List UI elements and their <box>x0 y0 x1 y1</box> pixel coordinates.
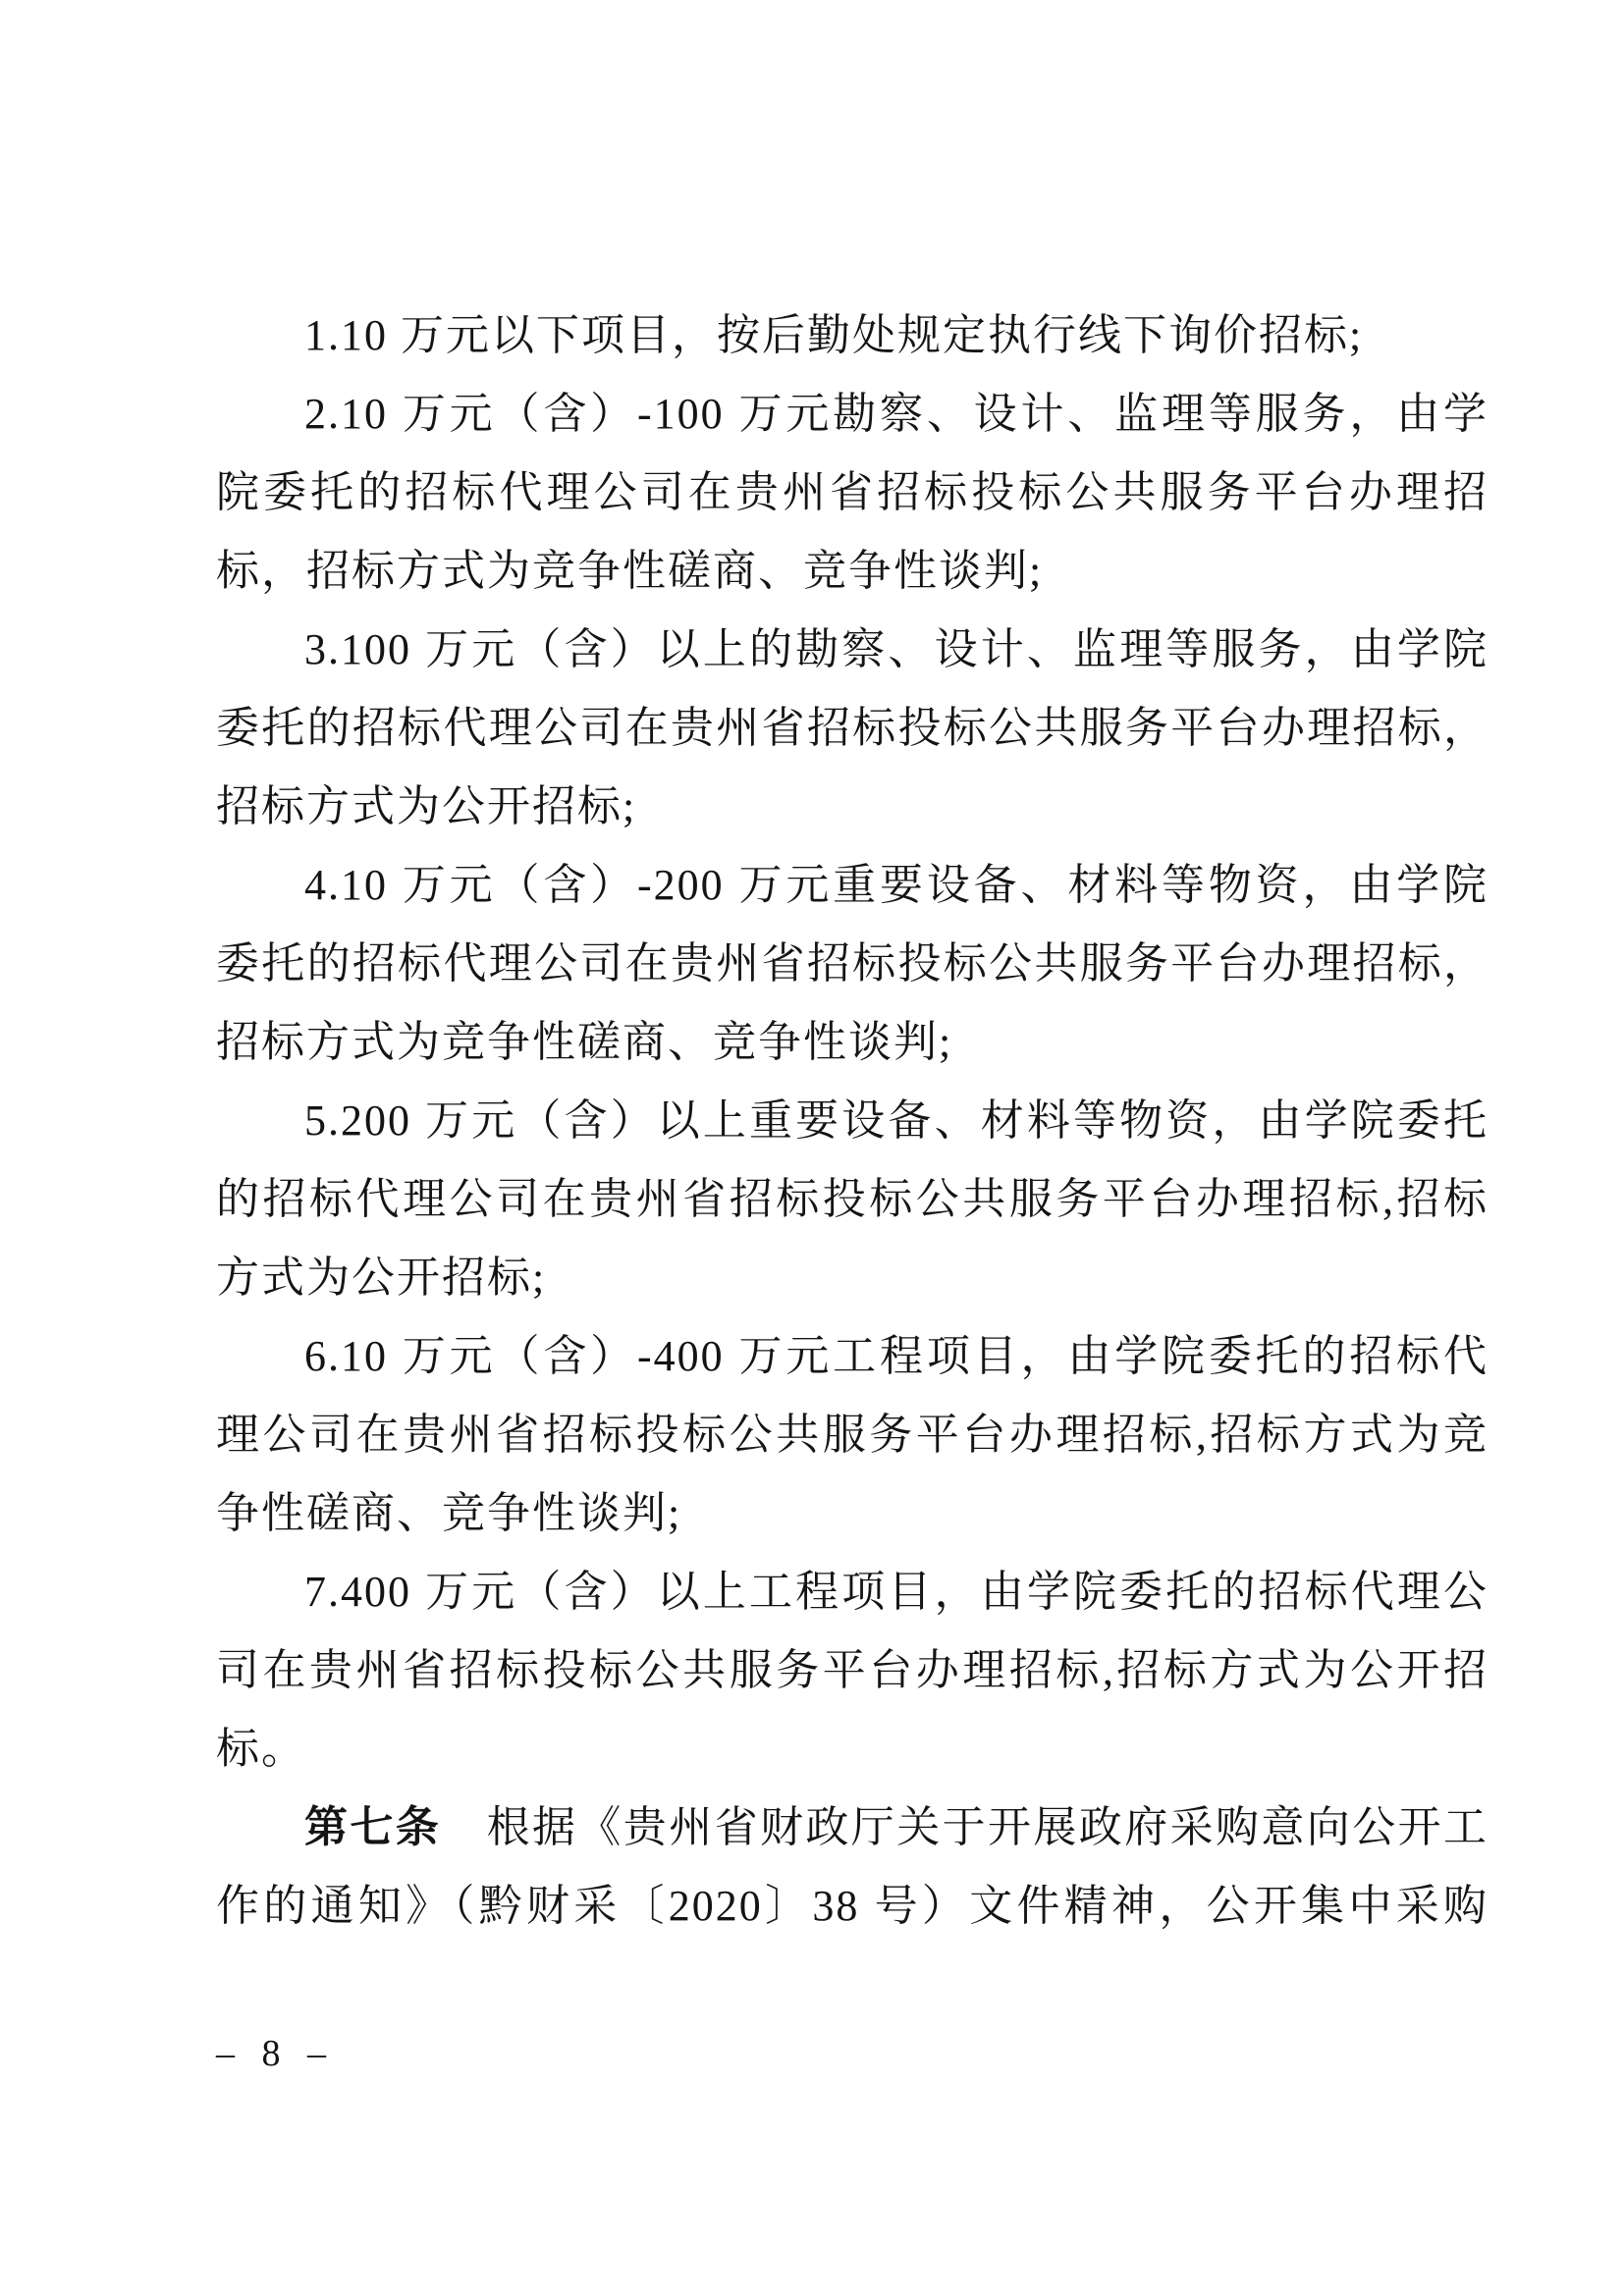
text-line: 委托的招标代理公司在贵州省招标投标公共服务平台办理招标， <box>216 704 1489 752</box>
text-line: 的招标代理公司在贵州省招标投标公共服务平台办理招标,招标 <box>216 1175 1489 1223</box>
document-lines <box>216 296 1489 1946</box>
text-line: 1.10 万元以下项目，按后勤处规定执行线下询价招标; <box>304 311 1364 359</box>
text-line: 司在贵州省招标投标公共服务平台办理招标,招标方式为公开招 <box>216 1646 1489 1694</box>
text-line: 作的通知》（黔财采〔2020〕38 号）文件精神，公开集中采购 <box>216 1882 1489 1930</box>
text-line: 招标方式为公开招标; <box>216 782 637 830</box>
text-line: 6.10 万元（含）-400 万元工程项目，由学院委托的招标代 <box>304 1332 1489 1380</box>
text-line: 第七条 根据《贵州省财政厅关于开展政府采购意向公开工 <box>304 1803 1489 1851</box>
text-line: 5.200 万元（含）以上重要设备、材料等物资，由学院委托 <box>304 1096 1489 1145</box>
text-line: 院委托的招标代理公司在贵州省招标投标公共服务平台办理招 <box>216 468 1489 516</box>
text-line: 理公司在贵州省招标投标公共服务平台办理招标,招标方式为竞 <box>216 1411 1489 1459</box>
text-line: 7.400 万元（含）以上工程项目，由学院委托的招标代理公 <box>304 1568 1489 1616</box>
page-number: – 8 – <box>216 2033 330 2074</box>
text-line: 4.10 万元（含）-200 万元重要设备、材料等物资，由学院 <box>304 861 1489 909</box>
text-line: 标。 <box>216 1725 306 1773</box>
text-line: 招标方式为竞争性磋商、竞争性谈判; <box>216 1018 953 1066</box>
text-line: 2.10 万元（含）-100 万元勘察、设计、监理等服务，由学 <box>304 390 1489 438</box>
article-number-label: 第七条 <box>304 1803 442 1851</box>
text-line: 争性磋商、竞争性谈判; <box>216 1489 682 1537</box>
text-line: 标，招标方式为竞争性磋商、竞争性谈判; <box>216 547 1044 595</box>
text-line: 委托的招标代理公司在贵州省招标投标公共服务平台办理招标， <box>216 939 1489 988</box>
text-line: 方式为公开招标; <box>216 1254 547 1302</box>
text-line: 3.100 万元（含）以上的勘察、设计、监理等服务，由学院 <box>304 625 1489 673</box>
